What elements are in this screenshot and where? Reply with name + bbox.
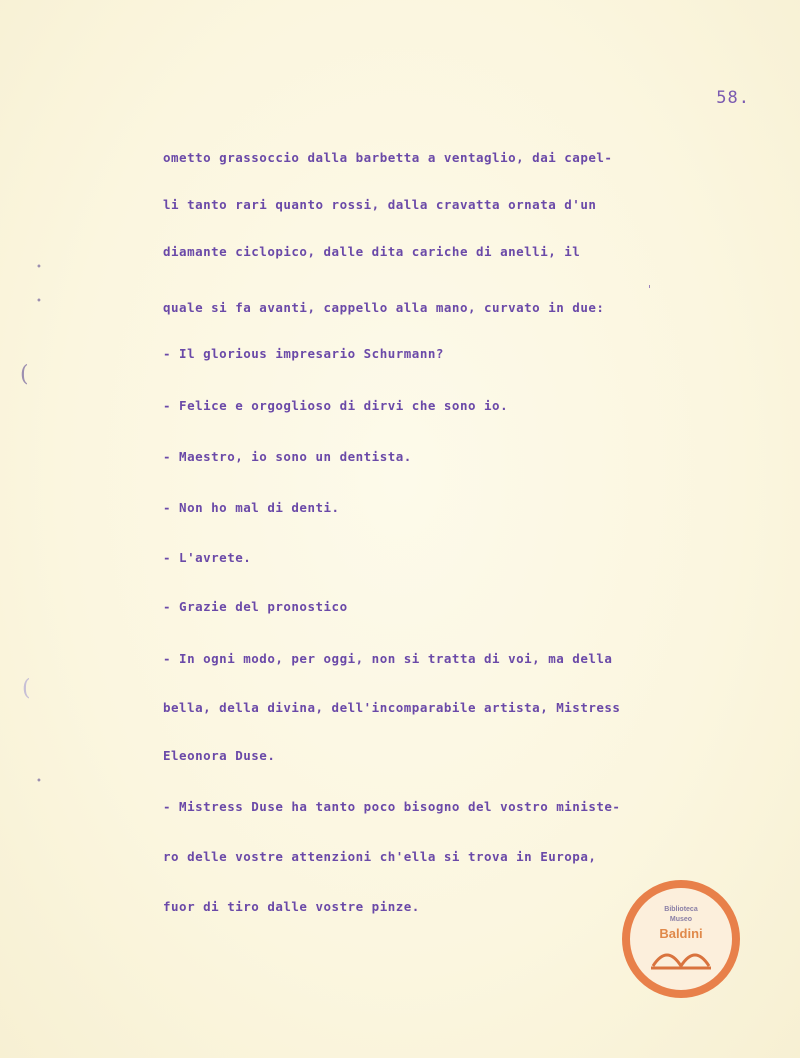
stamp-brand: Baldini: [659, 926, 703, 941]
margin-dot-icon: •: [36, 776, 42, 787]
page-number: 58.: [716, 88, 750, 108]
margin-dot-icon: •: [36, 296, 42, 307]
text-line: Eleonora Duse.: [163, 748, 276, 763]
text-line: - Grazie del pronostico: [163, 599, 348, 614]
text-line: fuor di tiro dalle vostre pinze.: [163, 899, 420, 914]
text-line: - Maestro, io sono un dentista.: [163, 449, 412, 464]
text-line: ometto grassoccio dalla barbetta a ventaglio, dai capel-: [163, 150, 613, 165]
stamp-text-top: Biblioteca: [664, 906, 698, 913]
text-line: bella, della divina, dell'incomparabile artista, Mistress: [163, 700, 621, 715]
binding-hole-icon: (: [22, 676, 31, 701]
text-line: - Non ho mal di denti.: [163, 500, 340, 515]
text-line: quale si fa avanti, cappello alla mano, curvato in due:: [163, 300, 605, 315]
text-line: - L'avrete.: [163, 550, 252, 565]
text-line: ro delle vostre attenzioni ch'ella si trova in Europa,: [163, 849, 597, 864]
text-line: - Felice e orgoglioso di dirvi che sono io.: [163, 398, 509, 413]
library-stamp: [620, 878, 742, 1000]
stamp-text-mid: Museo: [669, 916, 693, 923]
text-line: diamante ciclopico, dalle dita cariche di anelli, il: [163, 244, 581, 259]
binding-hole-icon: (: [20, 362, 29, 387]
text-line: - Mistress Duse ha tanto poco bisogno del vostro ministe-: [163, 799, 621, 814]
margin-dot-icon: •: [36, 262, 42, 273]
text-line: - In ogni modo, per oggi, non si tratta di voi, ma della: [163, 651, 613, 666]
text-line: - Il glorious impresario Schurmann?: [163, 346, 444, 361]
text-line: li tanto rari quanto rossi, dalla cravatta ornata d'un: [163, 197, 597, 212]
stray-mark-icon: ': [648, 283, 652, 296]
